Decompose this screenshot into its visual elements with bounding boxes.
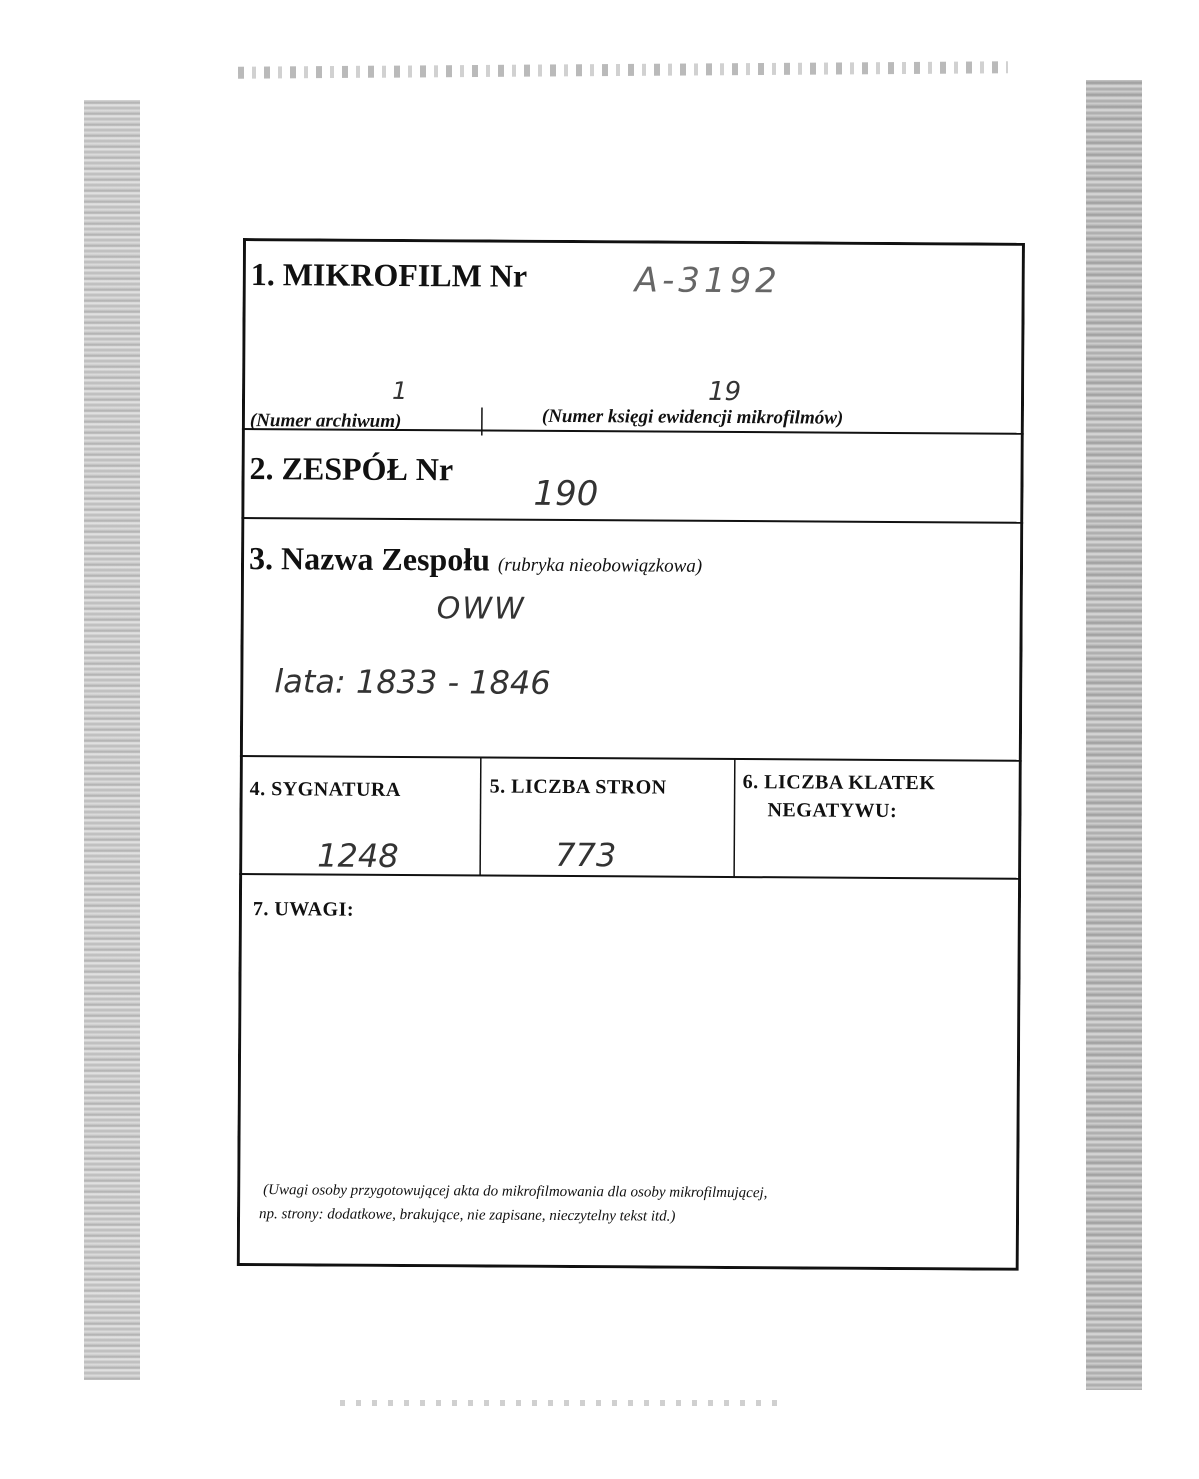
scan-edge-right xyxy=(1086,80,1142,1390)
field3-handwritten-name: OWW xyxy=(436,591,526,627)
scan-noise-bottom xyxy=(340,1400,780,1406)
archive-number-caption: (Numer archiwum) xyxy=(249,410,402,432)
field6-label-line1: 6. LICZBA KLATEK xyxy=(742,771,936,795)
field7-footnote-line2: np. strony: dodatkowe, brakujące, nie zapisane, nieczytelny tekst itd.) xyxy=(258,1206,676,1225)
microfilm-form-card xyxy=(237,238,1025,1271)
field7-footnote-line1: (Uwagi osoby przygotowującej akta do mikrofilmowania dla osoby mikrofilmującej, xyxy=(263,1182,768,1202)
field4-handwritten: 1248 xyxy=(317,836,399,875)
field2-label: 2. ZESPÓŁ Nr xyxy=(249,450,454,488)
field3-label-row xyxy=(249,540,702,580)
field1-label: 1. MIKROFILM Nr xyxy=(250,256,528,294)
field3-label: 3. Nazwa Zespołu xyxy=(248,540,491,578)
field5-handwritten: 773 xyxy=(555,835,617,875)
field2-handwritten: 190 xyxy=(533,473,599,515)
register-number-value: 19 xyxy=(707,376,742,408)
field5-label: 5. LICZBA STRON xyxy=(489,775,667,799)
scan-noise-top xyxy=(238,61,1008,78)
field4-label: 4. SYGNATURA xyxy=(249,778,401,801)
scan-edge-left xyxy=(84,100,140,1380)
field3-optional-note: (rubryka nieobowiązkowa) xyxy=(497,554,703,577)
form-frame xyxy=(237,238,1025,1271)
field7-label: 7. UWAGI: xyxy=(252,898,355,921)
archive-number-value: 1 xyxy=(391,376,408,406)
register-number-caption: (Numer księgi ewidencji mikrofilmów) xyxy=(541,405,844,429)
field1-handwritten: A-3192 xyxy=(634,260,781,302)
field3-handwritten-years: lata: 1833 - 1846 xyxy=(274,662,551,702)
field6-label-line2: NEGATYWU: xyxy=(767,799,898,823)
